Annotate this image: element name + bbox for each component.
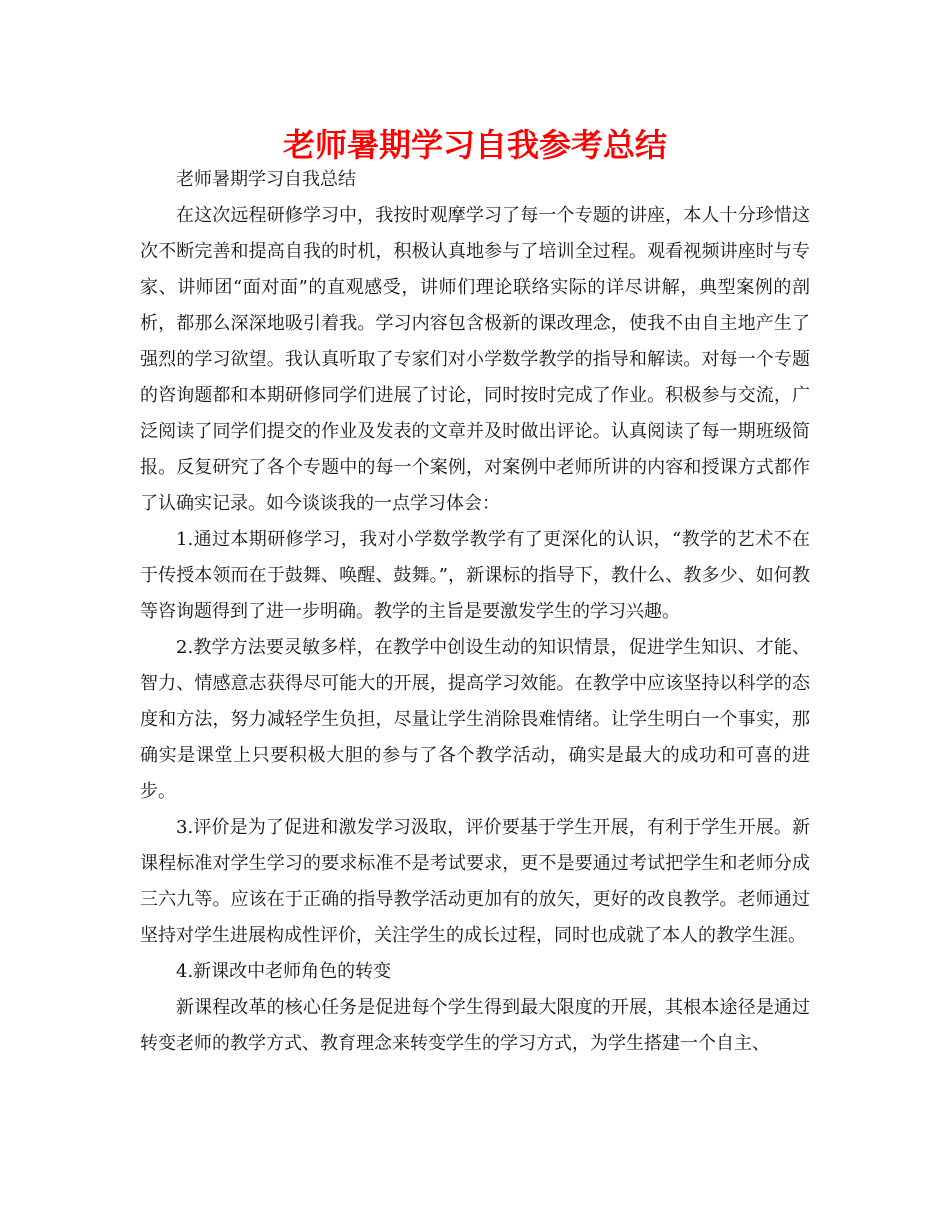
subtitle-paragraph: 老师暑期学习自我总结 [176,169,356,190]
document-body [140,162,810,1062]
document-title: 老师暑期学习自我参考总结 [282,126,667,164]
point-4-heading: 4.新课改中老师角色的转变 [176,961,392,982]
intro-paragraph: 在这次远程研修学习中，我按时观摩学习了每一个专题的讲座，本人十分珍惜这次不断完善和提高自我的时机，积极认真地参与了培训全过程。观看视频讲座时与专家、讲师团“面对面”的直观感受，讲师们理论联络实际的详尽讲解，典型案例的剖析，都那么深深地吸引着我。学习内容包含极新的课改理念，使我不由自主地产生了强烈的学习欲望。我认真听取了专家们对小学数学教学的指导和解读。对每一个专题的咨询题都和本期研修同学们进展了讨论，同时按时完成了作业。积极参与交流，广泛阅读了同学们提交的作业及发表的文章并及时做出评论。认真阅读了每一期班级简报。反复研究了各个专题中的每一个案例，对案例中老师所讲的内容和授课方式都作了认确实记录。如今谈谈我的一点学习体会： [140,205,810,514]
point-2-paragraph: 2.教学方法要灵敏多样，在教学中创设生动的知识情景，促进学生知识、才能、智力、情感意志获得尽可能大的开展，提高学习效能。在教学中应该坚持以科学的态度和方法，努力减轻学生负担，尽量让学生消除畏难情绪。让学生明白一个事实，那确实是课堂上只要积极大胆的参与了各个教学活动，确实是最大的成功和可喜的进步。 [140,637,810,802]
point-1-paragraph: 1.通过本期研修学习，我对小学数学教学有了更深化的认识，“教学的艺术不在于传授本领而在于鼓舞、唤醒、鼓舞。”，新课标的指导下，教什么、教多少、如何教等咨询题得到了进一步明确。教学的主旨是要激发学生的学习兴趣。 [140,529,810,622]
point-3-paragraph: 3.评价是为了促进和激发学习汲取，评价要基于学生开展，有利于学生开展。新课程标准对学生学习的要求标准不是考试要求，更不是要通过考试把学生和老师分成三六九等。应该在于正确的指导教学活动更加有的放矢，更好的改良教学。老师通过坚持对学生进展构成性评价，关注学生的成长过程，同时也成就了本人的教学生涯。 [140,817,810,946]
reform-paragraph: 新课程改革的核心任务是促进每个学生得到最大限度的开展，其根本途径是通过转变老师的教学方式、教育理念来转变学生的学习方式，为学生搭建一个自主、 [140,997,810,1054]
